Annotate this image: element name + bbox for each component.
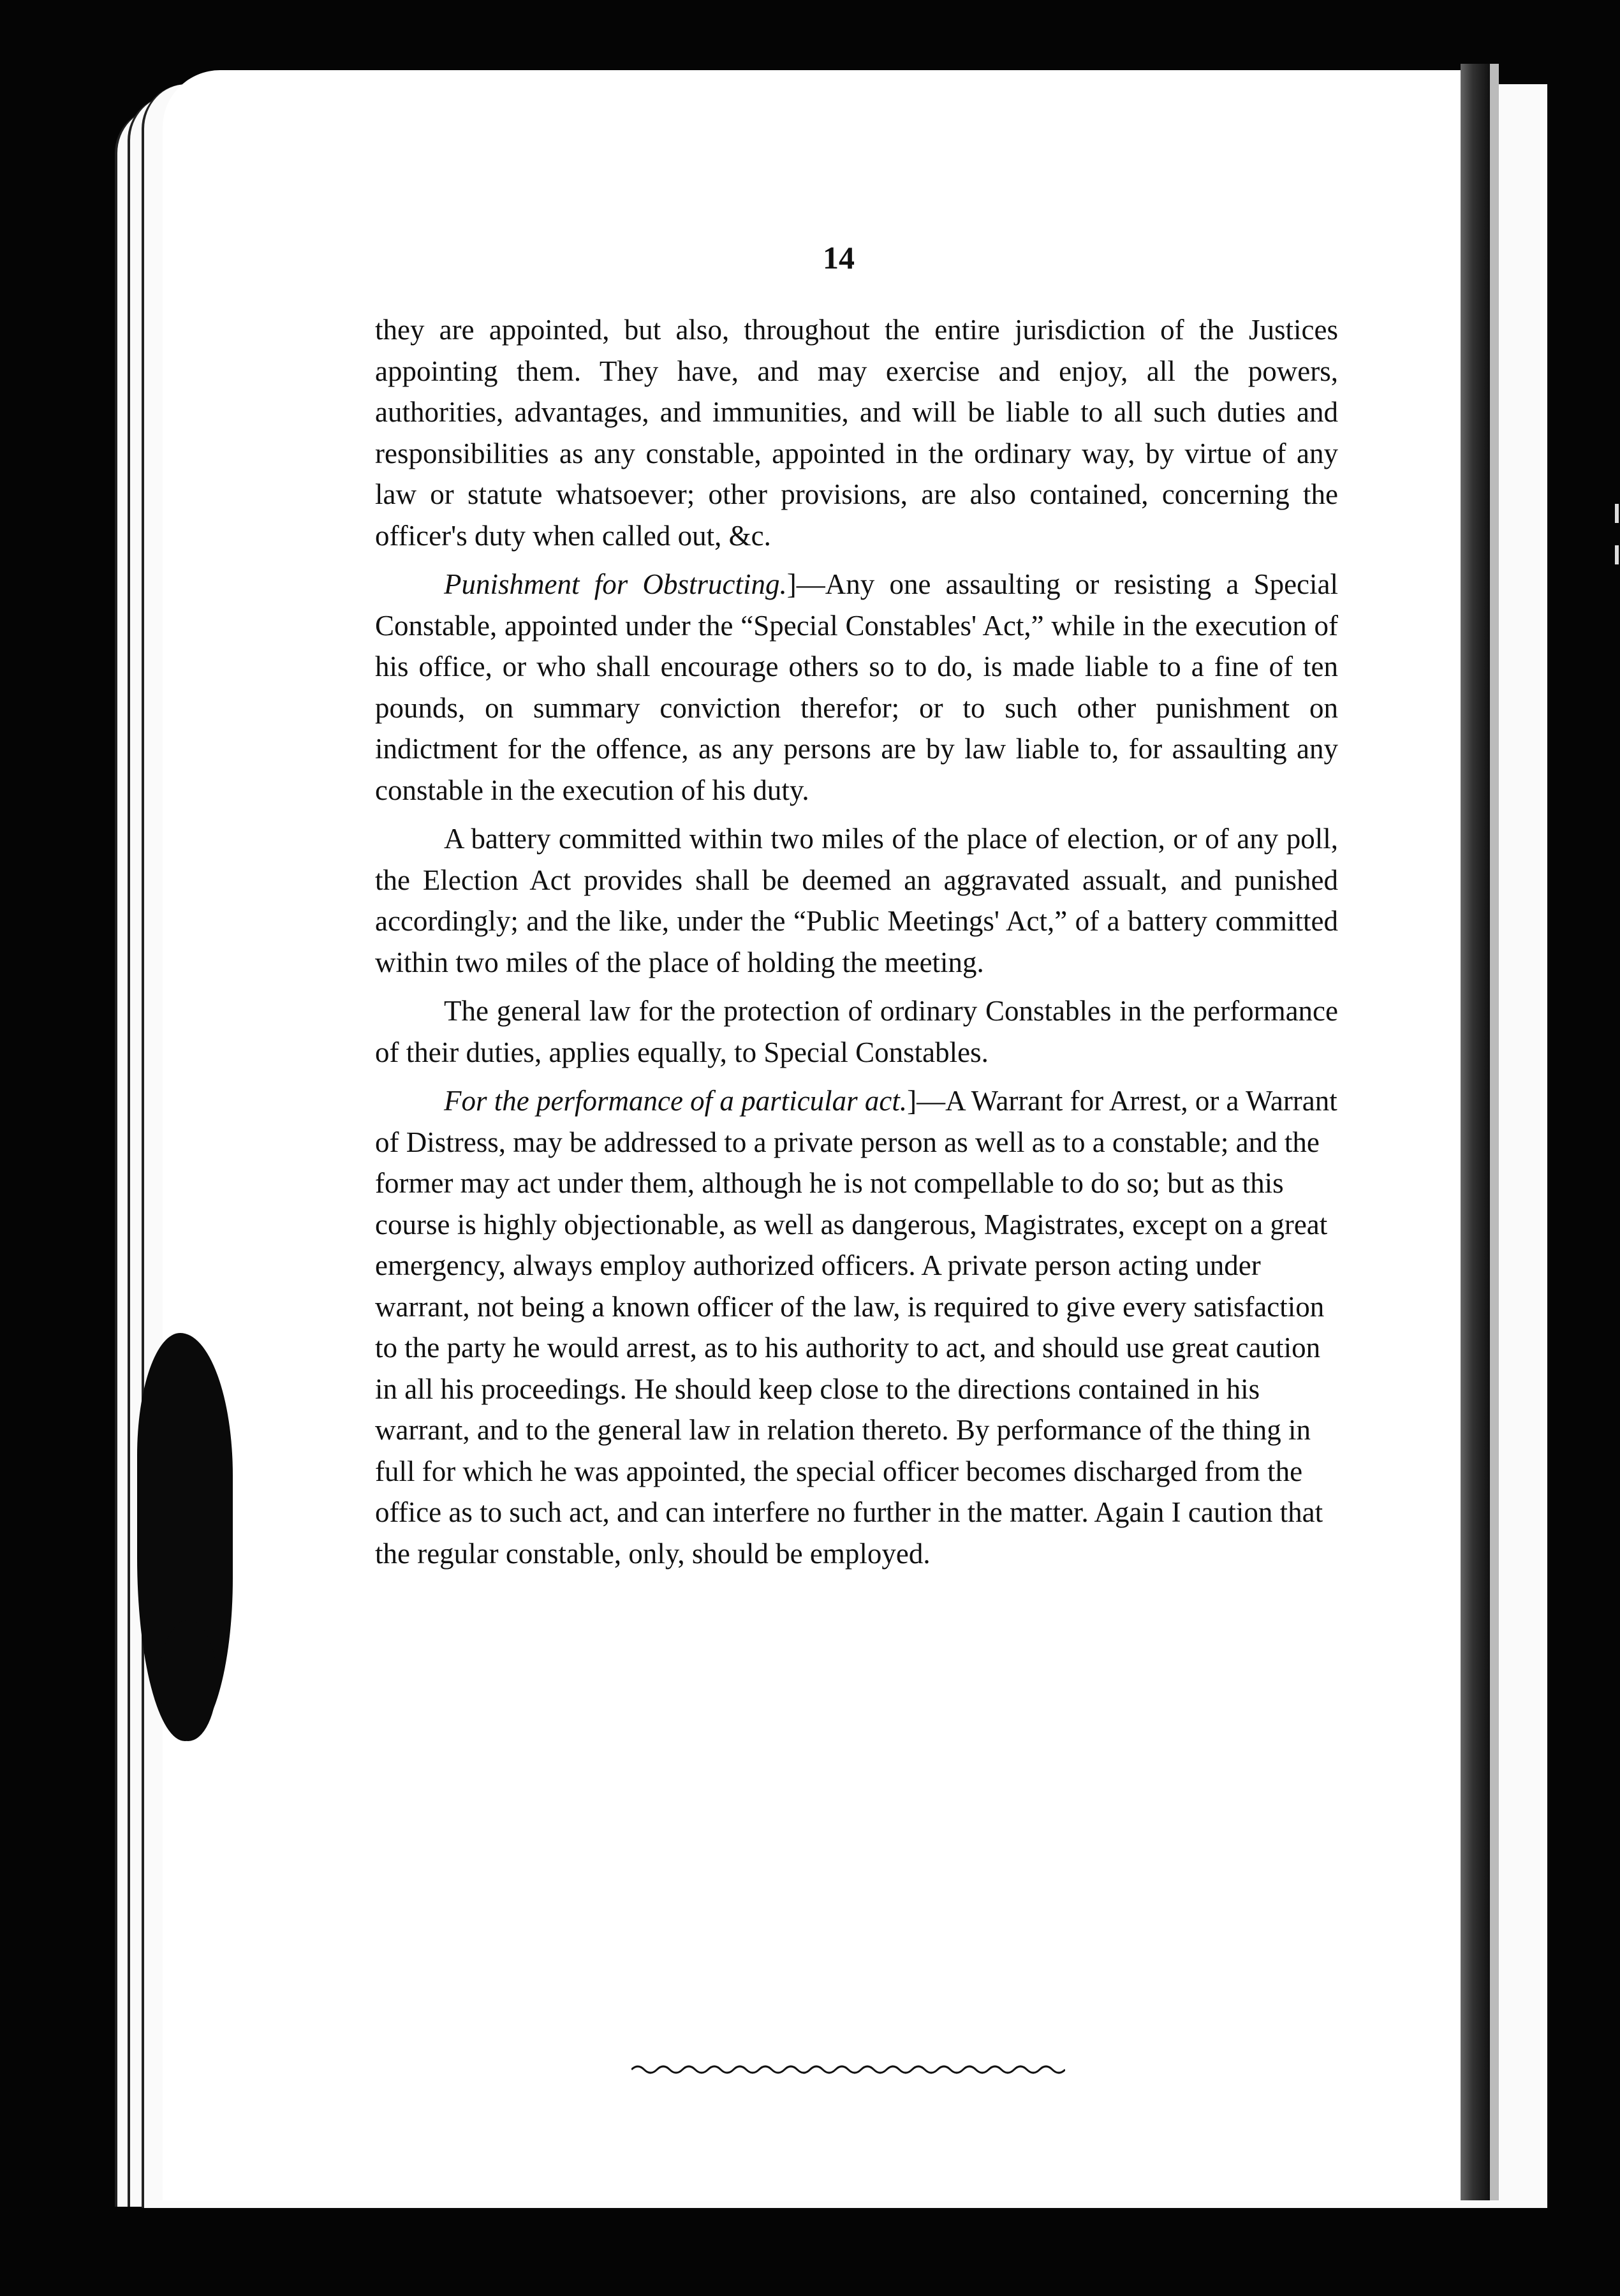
paragraph (375, 818, 1338, 983)
paragraph (375, 564, 1338, 811)
margin-mark (1615, 504, 1619, 523)
section-heading: For the performance of a particular act. (444, 1085, 908, 1117)
binding-gutter-highlight (1490, 64, 1499, 2200)
paragraph-text: ]—A Warrant for Arrest, or a Warrant of Distress, may be addressed to a private person as well as to a constable; and the former may act under them, although he is not compellable to do so; but as this course is highly objectionable, as well as dangerous, Magistrates, except on a great emergency, always employ authorized officers. A private person acting under warrant, not being a known officer of the law, is required to give every satisfaction to the party he would arrest, as to his authority to act, and should use great caution in all his proceedings. He should keep close to the directions contained in his warrant, and to the general law in relation thereto. By performance of the thing in full for which he was appointed, the special officer becomes discharged from the office as to such act, and can interfere no further in the matter. Again I caution that the regular constable, only, should be employed. (375, 1085, 1337, 1570)
paragraph (375, 990, 1338, 1073)
paragraph (375, 309, 1338, 556)
ink-blot (159, 1620, 217, 1741)
paragraph-text: they are appointed, but also, throughout the entire jurisdiction of the Justices appointing them. They have, and may exercise and enjoy, all the powers, authorities, advantages, and immunities, and will be liable to all such duties and responsibilities as any constable, appointed in the ordinary way, by virtue of any law or statute whatsoever; other provisions, are also contained, concerning the officer's duty when called out, &c. (375, 314, 1338, 552)
paragraph-text: ]—Any one assaulting or resisting a Special Constable, appointed under the “Special Constables' Act,” while in the execution of his office, or who shall encourage others so to do, is made liable to a fine of ten pounds, on summary conviction therefor; or to such other punishment on indictment for the offence, as any persons are by law liable to, for assaulting any constable in the execution of his duty. (375, 568, 1338, 806)
section-heading: Punishment for Obstructing. (444, 568, 787, 600)
paragraph (375, 1080, 1338, 1574)
paragraph-text: The general law for the protection of ordinary Constables in the performance of their duties, applies equally, to Special Constables. (375, 995, 1338, 1068)
wavy-rule-ornament (631, 2057, 1065, 2082)
margin-mark (1615, 545, 1619, 564)
paragraph-text: A battery committed within two miles of the place of election, or of any poll, the Election Act provides shall be deemed an aggravated assualt, and punished accordingly; and the like, under the “Public Meetings' Act,” of a battery committed within two miles of the place of holding the meeting. (375, 823, 1338, 978)
body-text (375, 309, 1338, 1582)
page-number: 14 (823, 240, 855, 276)
binding-gutter (1461, 64, 1490, 2200)
